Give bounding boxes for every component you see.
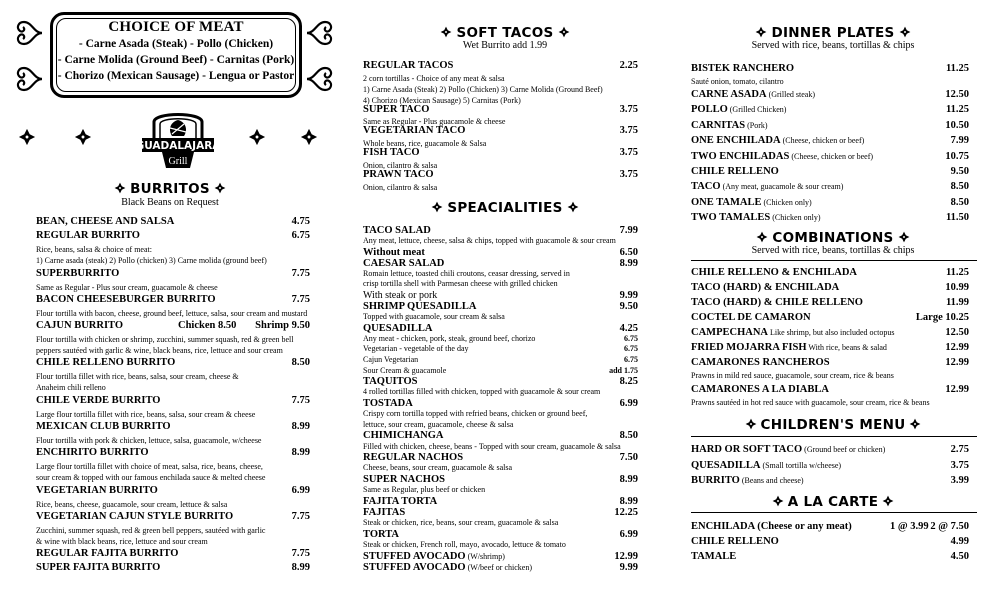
menu-item-note: (Any meat, guacamole & sour cream) — [720, 182, 844, 192]
burritos-header — [0, 180, 340, 198]
meat-line: - Chorizo (Mexican Sausage) - Lengua or Pastor — [57, 70, 295, 82]
menu-item-price: 4.99 — [950, 536, 969, 547]
menu-item-price: 12.50 — [945, 89, 969, 100]
menu-item-price: 6.75 — [624, 355, 638, 364]
menu-item-desc: lettuce, sour cream, guacamole, cheese & salsa — [363, 419, 514, 429]
menu-item-price: 3.75 — [950, 459, 969, 471]
menu-item-name: CHILE RELLENO — [691, 536, 779, 547]
scroll-ornament-icon — [303, 62, 337, 96]
menu-item-price: 8.99 — [291, 421, 310, 432]
childrens-menu-title: CHILDREN'S MENU — [760, 417, 906, 433]
menu-item-note: (W/shrimp) — [465, 551, 505, 561]
menu-item-price: 8.50 — [950, 181, 969, 193]
fleur-icon — [882, 495, 894, 507]
menu-item-price: 11.25 — [945, 267, 969, 278]
menu-item-name: REGULAR FAJITA BURRITO — [36, 548, 179, 559]
section-divider — [691, 512, 977, 513]
menu-item-desc: crisp tortilla shell with Parmesan cheese with grilled chicken — [363, 279, 558, 289]
menu-item-name: ONE TAMALE (Chicken only) — [691, 196, 812, 208]
fleur-icon — [567, 201, 579, 213]
menu-item-price: 9.99 — [619, 290, 638, 301]
menu-item-name: STUFFED AVOCADO (W/shrimp) — [363, 550, 505, 562]
menu-item-name: CAMARONES RANCHEROS — [691, 357, 830, 368]
menu-item-desc: Sour Cream & guacamole — [363, 365, 447, 375]
menu-item-desc: Flour tortilla with bacon, cheese, ground beef, lettuce, salsa, sour cream and mustard — [36, 309, 308, 318]
menu-item-name: TACO (HARD) & ENCHILADA — [691, 282, 840, 293]
menu-item-name: ONE ENCHILADA (Cheese, chicken or beef) — [691, 135, 865, 147]
menu-item-name: SUPER NACHOS — [363, 474, 445, 485]
menu-item-desc: Steak or chicken, rice, beans, sour cream, guacamole & salsa — [363, 518, 559, 528]
menu-item-desc: Onion, cilantro & salsa — [363, 183, 438, 192]
menu-item-name: VEGETARIAN BURRITO — [36, 485, 158, 496]
menu-item-name: TACO (Any meat, guacamole & sour cream) — [691, 181, 844, 193]
menu-item-desc: Whole beans, rice, guacamole & Salsa — [363, 139, 487, 148]
menu-item-price: 10.75 — [945, 150, 969, 162]
menu-item-desc: peppers sautéed with garlic & wine, black beans, rice, lettuce and sour cream — [36, 346, 283, 355]
menu-item-price: 3.75 — [619, 104, 638, 115]
menu-item-price: 9.50 — [619, 300, 638, 312]
menu-item-desc: Filled with chicken, cheese, beans - Topped with sour cream, guacamole & salsa — [363, 441, 621, 451]
childrens-menu-header — [683, 416, 983, 434]
fleur-icon — [755, 26, 767, 38]
column-middle — [355, 0, 655, 607]
menu-item-price: 9.50 — [950, 166, 969, 177]
menu-item-name: PRAWN TACO — [363, 169, 434, 180]
menu-item-price: 8.50 — [291, 357, 310, 368]
menu-item-name: SUPER TACO — [363, 104, 430, 115]
scroll-ornament-icon — [12, 62, 46, 96]
menu-item-desc: Same as Regular, plus beef or chicken — [363, 485, 486, 495]
burritos-title: BURRITOS — [130, 181, 210, 197]
specialities-title: SPEACIALITIES — [447, 200, 563, 216]
menu-item-price: 7.75 — [291, 548, 310, 559]
section-divider — [691, 436, 977, 437]
menu-item-name: SUPER FAJITA BURRITO — [36, 562, 161, 573]
fleur-icon — [558, 26, 570, 38]
menu-item-name: CARNITAS (Pork) — [691, 119, 768, 131]
menu-item-name: REGULAR TACOS — [363, 60, 454, 71]
menu-item-name: CHILE RELLENO BURRITO — [36, 357, 176, 368]
dinner-plates-subtitle: Served with rice, beans, tortillas & chips — [751, 40, 915, 51]
menu-item-name: HARD OR SOFT TACO (Ground beef or chicken) — [691, 444, 886, 455]
menu-item-price: 7.50 — [619, 452, 638, 464]
menu-item-name: MEXICAN CLUB BURRITO — [36, 421, 171, 432]
menu-item-price: 10.99 — [945, 282, 969, 293]
combinations-subtitle: Served with rice, beans, tortillas & chips — [751, 245, 915, 256]
soft-tacos-title: SOFT TACOS — [456, 25, 554, 41]
choice-of-meat-box — [50, 12, 302, 98]
menu-item-price: 8.99 — [291, 447, 310, 458]
menu-item-name: ENCHILADA (Cheese or any meat) — [691, 521, 852, 532]
menu-item-variant: Without meat — [363, 246, 425, 258]
menu-item-desc: 4 rolled tortillas filled with chicken, topped with guacamole & sour cream — [363, 387, 601, 397]
specialities-header — [355, 199, 655, 217]
a-la-carte-title: A LA CARTE — [787, 494, 879, 510]
menu-item-price: 6.99 — [619, 528, 638, 540]
menu-item-name: BACON CHEESEBURGER BURRITO — [36, 294, 216, 305]
menu-item-name: QUESADILLA — [363, 322, 433, 334]
menu-item-price: 4.25 — [619, 322, 638, 334]
fleur-icon — [114, 182, 126, 194]
menu-item-price: 8.50 — [619, 430, 638, 442]
scroll-ornament-icon — [303, 16, 337, 50]
menu-item-price: 7.75 — [291, 294, 310, 305]
menu-item-price: 12.50 — [945, 327, 969, 338]
menu-item-note: (Grilled Chicken) — [727, 105, 787, 115]
menu-item-name: FISH TACO — [363, 147, 420, 158]
menu-item-price: 12.99 — [614, 550, 638, 562]
menu-item-name: QUESADILLA (Small tortilla w/cheese) — [691, 459, 842, 471]
menu-item-price: 12.99 — [945, 384, 969, 395]
fleur-icon — [772, 495, 784, 507]
menu-item-price: 8.99 — [619, 257, 638, 269]
menu-item-name: CAMARONES A LA DIABLA — [691, 384, 829, 395]
menu-item-price: 2.75 — [950, 444, 969, 455]
menu-item-price: 3.75 — [619, 125, 638, 136]
menu-item-note: (Cheese, chicken or beef) — [789, 151, 874, 161]
menu-item-price: 12.99 — [945, 342, 969, 353]
logo-sub: Grill — [168, 156, 188, 167]
meat-line: - Carne Asada (Steak) - Pollo (Chicken) — [78, 38, 274, 50]
fleur-icon — [214, 182, 226, 194]
menu-item-price: 4.50 — [950, 551, 969, 562]
menu-item-name: ENCHIRITO BURRITO — [36, 447, 149, 458]
menu-item-price: 3.99 — [950, 475, 969, 486]
menu-item-name: CAJUN BURRITO — [36, 320, 124, 331]
menu-item-name: CAMPECHANA Like shrimp, but also included octopus — [691, 327, 895, 338]
menu-item-price: 6.75 — [624, 344, 638, 354]
menu-item-desc: Prawns in mild red sauce, guacamole, sour cream, rice & beans — [691, 371, 894, 380]
menu-item-price: 9.99 — [619, 561, 638, 573]
menu-item-price-one: 1 @ 3.99 — [890, 521, 929, 532]
soft-tacos-subtitle: Wet Burrito add 1.99 — [462, 40, 548, 51]
menu-item-desc: sour cream & topped with our famous enchilada sauce & melted cheese — [36, 473, 266, 482]
fleur-icon — [898, 231, 910, 243]
menu-item-price: 6.75 — [624, 333, 638, 343]
menu-item-note: (Ground beef or chicken) — [802, 445, 886, 454]
menu-item-desc: Sauté onion, tomato, cilantro — [691, 77, 784, 86]
fleur-icon — [440, 26, 452, 38]
menu-item-name: SHRIMP QUESADILLA — [363, 300, 477, 312]
menu-item-desc: Flour tortilla with pork & chicken, lettuce, salsa, guacamole, w/cheese — [36, 436, 262, 445]
menu-item-price: 8.99 — [291, 562, 310, 573]
menu-item-desc: & wine with black beans, rice, lettuce and sour cream — [36, 537, 208, 546]
menu-item-desc: Rice, beans, cheese, guacamole, sour cream, lettuce & salsa — [36, 500, 228, 509]
menu-item-price: Shrimp 9.50 — [255, 320, 310, 331]
menu-item-price: 12.99 — [945, 357, 969, 368]
menu-item-price: 3.75 — [619, 147, 638, 158]
menu-item-name: TAMALE — [691, 551, 737, 562]
menu-item-price: 6.75 — [291, 230, 310, 241]
section-divider — [691, 260, 977, 261]
menu-item-price: 8.25 — [619, 376, 638, 388]
menu-item-note: (Pork) — [745, 120, 768, 130]
menu-item-name: FAJITA TORTA — [363, 495, 438, 507]
menu-item-price: add 1.75 — [609, 365, 638, 375]
menu-item-price: 8.99 — [619, 474, 638, 485]
menu-item-desc: Same as Regular - Plus guacamole & cheese — [363, 117, 506, 126]
menu-item-desc: Prawns sautéed in hot red sauce with guacamole, sour cream, rice & beans — [691, 398, 930, 407]
menu-item-price-chicken: Chicken 8.50 — [178, 320, 237, 331]
menu-item-note: (Chicken only) — [770, 213, 821, 223]
menu-item-price: 11.25 — [945, 104, 969, 116]
menu-item-note: (Beans and cheese) — [739, 476, 804, 485]
menu-item-price: 8.50 — [950, 196, 969, 208]
fleur-icon — [899, 26, 911, 38]
fleur-ornament-icon — [248, 128, 266, 146]
menu-item-name: TWO ENCHILADAS (Cheese, chicken or beef) — [691, 150, 874, 162]
column-right — [683, 0, 983, 607]
menu-item-desc: 2 corn tortillas - Choice of any meat & salsa — [363, 74, 505, 83]
menu-item-name: CHIMICHANGA — [363, 430, 444, 442]
menu-item-name: TORTA — [363, 528, 400, 540]
menu-item-price: 7.99 — [619, 225, 638, 236]
menu-item-price: 10.50 — [945, 119, 969, 131]
a-la-carte-header — [683, 493, 983, 511]
menu-item-name: TACO (HARD) & CHILE RELLENO — [691, 297, 863, 308]
menu-item-desc: Zucchini, summer squash, red & green bell peppers, sautéed with garlic — [36, 526, 266, 535]
menu-item-desc: 1) Carne asada (steak) 2) Pollo (chicken) 3) Carne molida (ground beef) — [36, 256, 267, 265]
menu-item-desc: Any meat - chicken, pork, steak, ground beef, chorizo — [363, 333, 536, 343]
menu-item-price: 3.75 — [619, 169, 638, 180]
menu-item-name: STUFFED AVOCADO (W/beef or chicken) — [363, 561, 532, 573]
menu-item-desc: Flour tortilla fillet with rice, beans, salsa, sour cream, cheese & — [36, 372, 239, 381]
menu-item-name: FRIED MOJARRA FISH With rice, beans & salad — [691, 342, 887, 353]
menu-item-desc: Flour tortilla with chicken or shrimp, zucchini, summer squash, red & green bell — [36, 335, 294, 344]
menu-item-name: REGULAR BURRITO — [36, 230, 140, 241]
fleur-ornament-icon — [18, 128, 36, 146]
menu-item-price: 2 @ 7.50 — [930, 521, 969, 532]
menu-item-note: (Grilled steak) — [766, 90, 815, 99]
menu-item-price: 7.75 — [291, 511, 310, 522]
menu-item-name: CHILE RELLENO — [691, 166, 779, 177]
menu-item-price: 4.75 — [291, 216, 310, 227]
menu-item-price: Large 10.25 — [915, 312, 969, 323]
logo-name: GUADALAJARA — [135, 140, 221, 152]
menu-item-price: 11.25 — [945, 63, 969, 74]
menu-item-price: 6.99 — [291, 485, 310, 496]
menu-item-name: COCTEL DE CAMARON — [691, 312, 811, 323]
menu-item-note: (Chicken only) — [761, 197, 812, 207]
menu-item-name: TACO SALAD — [363, 225, 431, 236]
menu-item-name: FAJITAS — [363, 507, 406, 518]
menu-item-price: 11.50 — [945, 212, 969, 224]
fleur-icon — [745, 418, 757, 430]
menu-item-name: CHILE VERDE BURRITO — [36, 395, 161, 406]
menu-item-name: VEGETARIAN TACO — [363, 125, 466, 136]
menu-item-name: CARNE ASADA (Grilled steak) — [691, 89, 815, 100]
meat-line: - Carne Molida (Ground Beef) - Carnitas (Pork) — [57, 54, 295, 66]
guadalajara-grill-logo — [135, 108, 221, 178]
burritos-subtitle: Black Beans on Request — [121, 197, 219, 208]
menu-item-note: (Small tortilla w/cheese) — [760, 460, 842, 470]
menu-item-desc: Rice, beans, salsa & choice of meat: — [36, 245, 152, 254]
fleur-ornament-icon — [300, 128, 318, 146]
menu-item-variant: With steak or pork — [363, 290, 438, 301]
menu-item-price: 11.99 — [945, 297, 969, 308]
choice-of-meat-title: CHOICE OF MEAT — [108, 19, 244, 35]
scroll-ornament-icon — [12, 16, 46, 50]
menu-item-price: 7.75 — [291, 268, 310, 279]
menu-item-desc: Vegetarian - vegetable of the day — [363, 344, 469, 354]
menu-item-name: TAQUITOS — [363, 376, 418, 388]
menu-item-desc: Large flour tortilla fillet with choice of meat, salsa, rice, beans, cheese, — [36, 462, 263, 471]
menu-item-note: (W/beef or chicken) — [465, 562, 532, 572]
menu-item-price: 8.99 — [619, 495, 638, 507]
menu-item-price: 6.50 — [619, 246, 638, 258]
menu-item-note: Like shrimp, but also included octopus — [768, 328, 895, 337]
menu-item-price: 7.75 — [291, 395, 310, 406]
menu-item-price: 2.25 — [619, 60, 638, 71]
fleur-ornament-icon — [74, 128, 92, 146]
menu-item-desc: 4) Chorizo (Mexican Sausage) 5) Carnitas (Pork) — [363, 96, 521, 105]
menu-item-price: 7.99 — [950, 135, 969, 147]
menu-item-desc: Romain lettuce, toasted chili croutons, ceasar dressing, served in — [363, 268, 570, 278]
menu-item-desc: Cheese, beans, sour cream, guacamole & salsa — [363, 463, 513, 473]
menu-item-desc: Topped with guacamole, sour cream & salsa — [363, 312, 505, 321]
menu-item-desc: Steak or chicken, French roll, mayo, avocado, lettuce & tomato — [363, 540, 566, 549]
menu-item-name: TOSTADA — [363, 398, 413, 409]
menu-item-desc: 1) Carne Asada (Steak) 2) Pollo (Chicken) 3) Carne Molida (Ground Beef) — [363, 85, 603, 94]
fleur-icon — [756, 231, 768, 243]
menu-item-price: 12.25 — [614, 507, 638, 518]
menu-item-note: (Cheese, chicken or beef) — [780, 136, 865, 146]
menu-item-name: TWO TAMALES (Chicken only) — [691, 212, 821, 224]
menu-item-name: CHILE RELLENO & ENCHILADA — [691, 267, 857, 278]
menu-item-desc: Anaheim chili relleno — [36, 383, 106, 392]
menu-item-price: 6.99 — [619, 398, 638, 409]
menu-item-name: BEAN, CHEESE AND SALSA — [36, 216, 175, 227]
column-left — [0, 0, 330, 607]
fleur-icon — [431, 201, 443, 213]
menu-item-desc: Cajun Vegetarian — [363, 355, 419, 364]
combinations-title: COMBINATIONS — [772, 230, 894, 246]
dinner-plates-title: DINNER PLATES — [771, 25, 895, 41]
menu-item-name: SUPERBURRITO — [36, 268, 120, 279]
menu-item-note: With rice, beans & salad — [806, 343, 887, 352]
menu-item-desc: Crispy corn tortilla topped with refried beans, chicken or ground beef, — [363, 409, 588, 419]
menu-item-desc: Onion, cilantro & salsa — [363, 161, 438, 170]
menu-item-desc: Any meat, lettuce, cheese, salsa & chips, topped with guacamole & sour cream — [363, 236, 616, 246]
menu-item-name: VEGETARIAN CAJUN STYLE BURRITO — [36, 511, 234, 522]
fleur-icon — [909, 418, 921, 430]
menu-item-name: REGULAR NACHOS — [363, 452, 464, 464]
menu-item-desc: Same as Regular - Plus sour cream, guacamole & cheese — [36, 283, 218, 292]
menu-item-name: BISTEK RANCHERO — [691, 63, 794, 74]
menu-item-name: BURRITO (Beans and cheese) — [691, 475, 804, 486]
menu-item-desc: Large flour tortilla fillet with rice, beans, salsa, sour cream & cheese — [36, 410, 256, 419]
menu-item-name: POLLO (Grilled Chicken) — [691, 104, 787, 116]
menu-item-name: CAESAR SALAD — [363, 257, 445, 269]
